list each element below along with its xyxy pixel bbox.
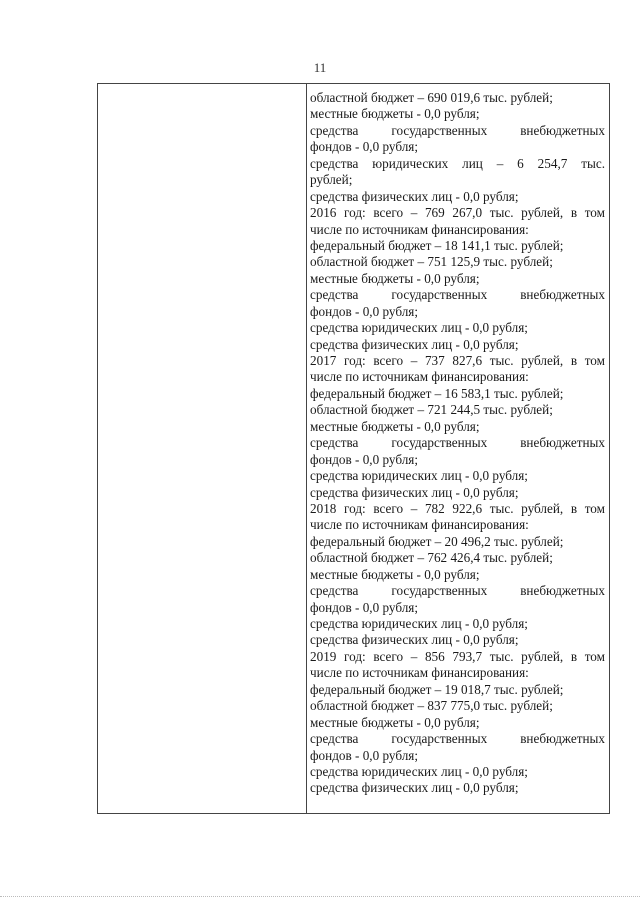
funding-text-line: местные бюджеты - 0,0 рубля; [310,714,480,730]
funding-text-line: средства государственных внебюджетных [310,287,605,303]
funding-text-line: областной бюджет – 721 244,5 тыс. рублей; [310,402,553,418]
funding-text-line: федеральный бюджет – 20 496,2 тыс. рублей; [310,533,564,549]
funding-text-line: средства государственных внебюджетных [310,583,605,599]
funding-text-line: числе по источникам финансирования: [310,221,529,237]
funding-text-line: областной бюджет – 751 125,9 тыс. рублей; [310,254,553,270]
funding-text-line: местные бюджеты - 0,0 рубля; [310,106,480,122]
funding-text-line: федеральный бюджет – 18 141,1 тыс. рублей; [310,237,564,253]
funding-text-line: местные бюджеты - 0,0 рубля; [310,566,480,582]
funding-text-line: средства государственных внебюджетных [310,122,605,138]
page-bottom-edge [0,896,640,897]
funding-text-line: областной бюджет – 762 426,4 тыс. рублей; [310,550,553,566]
funding-text-line: фондов - 0,0 рубля; [310,747,419,763]
funding-text-line: средства физических лиц - 0,0 рубля; [310,632,519,648]
funding-text-line: 2016 год: всего – 769 267,0 тыс. рублей, в том [310,205,605,221]
funding-text-line: средства юридических лиц - 0,0 рубля; [310,616,528,631]
funding-text-line: фондов - 0,0 рубля; [310,451,419,467]
funding-text-line: средства физических лиц - 0,0 рубля; [310,484,519,500]
funding-text-line: средства юридических лиц – 6 254,7 тыс. [310,155,605,171]
funding-text-line: 2019 год: всего – 856 793,7 тыс. рублей, в том [310,648,605,664]
table-left-cell-empty [98,84,306,813]
funding-text-line: федеральный бюджет – 19 018,7 тыс. рублей; [310,681,564,697]
funding-table [97,83,610,814]
funding-text-line: рублей; [310,172,353,188]
funding-text-line: местные бюджеты - 0,0 рубля; [310,270,480,286]
funding-text-line: средства физических лиц - 0,0 рубля; [310,188,519,204]
funding-text-line: областной бюджет – 837 775,0 тыс. рублей; [310,698,553,714]
funding-text-line: средства физических лиц - 0,0 рубля; [310,780,519,796]
funding-text-line: 2017 год: всего – 737 827,6 тыс. рублей, в том [310,353,605,368]
funding-text-line: 2018 год: всего – 782 922,6 тыс. рублей, в том [310,500,605,516]
funding-text-line: средства юридических лиц - 0,0 рубля; [310,320,528,336]
funding-text-line: средства государственных внебюджетных [310,731,605,747]
column-divider [306,84,307,813]
funding-text-line: средства юридических лиц - 0,0 рубля; [310,763,528,779]
funding-text-line: числе по источникам финансирования: [310,665,529,681]
funding-text-line: средства государственных внебюджетных [310,435,605,451]
funding-text-line: числе по источникам финансирования: [310,517,529,533]
funding-text-line: фондов - 0,0 рубля; [310,139,419,155]
funding-text-line: средства юридических лиц - 0,0 рубля; [310,468,528,484]
funding-text-line: средства физических лиц - 0,0 рубля; [310,336,519,352]
table-right-cell-funding-text [310,90,605,797]
page-number: 11 [313,60,327,75]
funding-text-line: фондов - 0,0 рубля; [310,303,419,319]
funding-text-line: фондов - 0,0 рубля; [310,599,419,615]
funding-text-line: федеральный бюджет – 16 583,1 тыс. рублей; [310,385,564,401]
funding-text-line: местные бюджеты - 0,0 рубля; [310,418,480,434]
funding-text-line: областной бюджет – 690 019,6 тыс. рублей; [310,90,553,105]
funding-text-line: числе по источникам финансирования: [310,369,529,385]
